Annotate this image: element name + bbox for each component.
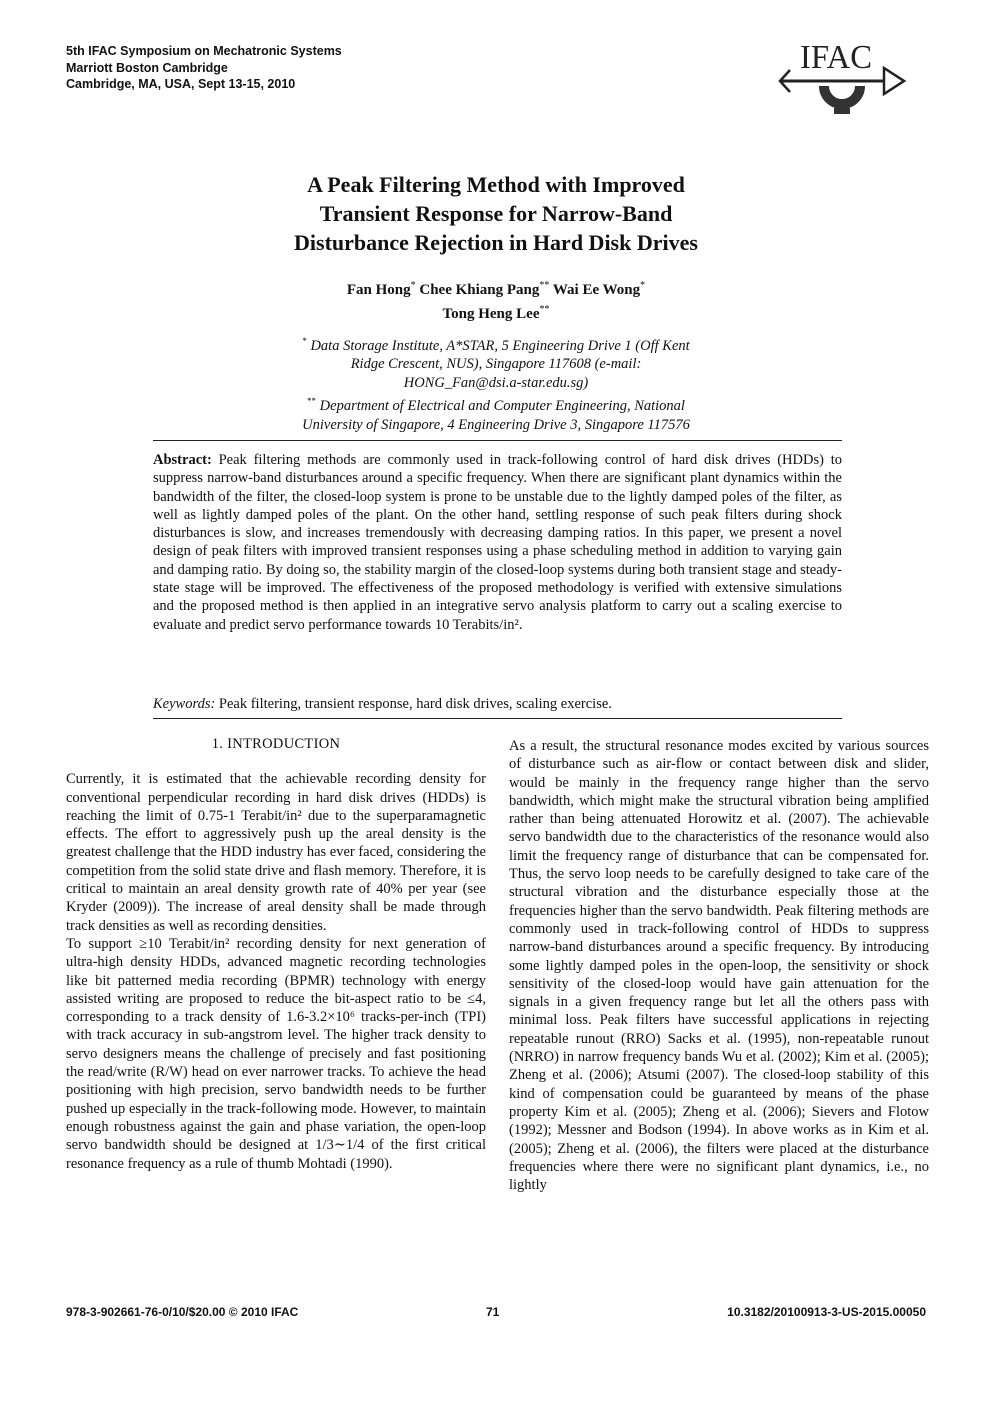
body-paragraph: Currently, it is estimated that the achievable recording density for conventional perpendicular recording in hard disk drives (HDDs) is reaching the limit of 0.75-1 Terabit/in² due to the superparamagnetic effects. The effort to aggressively push up the areal density is the greatest challenge that the HDD industry has ever faced, considering the competition from the solid state drive and flash memory. Therefore, it is critical to maintain an areal density growth rate of 40% per year (see Kryder (2009)). The increase of areal density shall be made through track densities as well as recording densities. (66, 771, 486, 934)
affil-mark: * (302, 336, 307, 346)
title-line-2: Transient Response for Narrow-Band (319, 201, 673, 226)
abstract-bottom-rule (153, 718, 842, 719)
header-line-3: Cambridge, MA, USA, Sept 13-15, 2010 (66, 77, 296, 91)
author-name: Wai Ee Wong (552, 282, 641, 298)
affil-line: Department of Electrical and Computer Engineering, National (319, 398, 685, 415)
author-name: Fan Hong (346, 282, 411, 298)
left-column (66, 735, 486, 1173)
abstract (153, 451, 842, 634)
affil-line: Ridge Crescent, NUS), Singapore 117608 (e-mail: (350, 356, 642, 373)
author-affil-mark: ** (539, 304, 550, 315)
ifac-logo (776, 38, 906, 128)
abstract-text: Peak filtering methods are commonly used in track-following control of hard disk drives (HDDs) to suppress narrow-band disturbances around a specific frequency. When there are significant plant dynamics within the bandwidth of the filter, the closed-loop system is prone to be unstable due to the lightly damped poles of the filter, as well as lightly damped poles of the plant. On the other hand, settling response of such peak filters during shock disturbances is slow, and increases tremendously with decreasing damping ratios. In this paper, we present a novel design of peak filters with improved transient responses using a phase scheduling method in addition to varying gain and damping ratio. By doing so, the stability margin of the closed-loop systems during both transient stage and steady-state stage will be improved. The effectiveness of the proposed methodology is verified with extensive simulations and the proposed method is then applied in an integrative servo analysis platform to carry out a scaling exercise to evaluate and predict servo performance towards 10 Terabits/in². (153, 452, 842, 633)
body-paragraph: To support ≥10 Terabit/in² recording density for next generation of ultra-high density HDDs, advanced magnetic recording technologies like bit patterned media recording (BPMR) technology with energy assisted writing are proposed to reduce the bit-aspect ratio to be ≤4, corresponding to a track density of 1.6-3.2×10⁶ tracks-per-inch (TPI) with track accuracy in sub-angstrom level. The higher track density to servo designers means the challenge of precisely and fast positioning the read/write (R/W) head on ever narrower tracks. To achieve the head positioning with high precision, servo bandwidth needs to be further pushed up especially in the track-following mode. However, to maintain enough robustness against the gain and phase variation, the open-loop servo bandwidth should be designed at 1/3∼1/4 of the first critical resonance frequency as a rule of thumb Mohtadi (1990). (66, 935, 486, 1172)
footer-isbn: 978-3-902661-76-0/10/$20.00 © 2010 IFAC (66, 1305, 299, 1319)
logo-ring (824, 86, 860, 104)
keywords (153, 695, 842, 713)
abstract-top-rule (153, 440, 842, 441)
footer-doi[interactable]: 10.3182/20100913-3-US-2015.00050 (727, 1305, 926, 1319)
header-line-2: Marriott Boston Cambridge (66, 60, 228, 75)
right-column (509, 737, 929, 1194)
author-affil-mark: ** (539, 280, 550, 291)
logo-arrow-head (884, 68, 904, 94)
header-line-1: 5th IFAC Symposium on Mechatronic Systems (66, 44, 342, 58)
affil-mark: ** (307, 396, 317, 407)
author-name: Tong Heng Lee (442, 306, 540, 322)
affil-line: Data Storage Institute, A*STAR, 5 Engineering Drive 1 (Off Kent (310, 337, 690, 354)
abstract-label: Abstract: (153, 452, 212, 468)
author-name: Chee Khiang Pang (419, 282, 540, 298)
keywords-label: Keywords: (153, 696, 216, 712)
conference-header (66, 43, 342, 93)
keywords-text: Peak filtering, transient response, hard disk drives, scaling exercise. (218, 696, 612, 712)
title-line-1: A Peak Filtering Method with Improved (307, 172, 685, 197)
page-number: 71 (486, 1305, 500, 1319)
section-heading: 1. INTRODUCTION (211, 736, 341, 752)
author-list (150, 276, 842, 324)
paper-title (150, 170, 842, 257)
author-affil-mark: * (410, 280, 416, 291)
body-paragraph: As a result, the structural resonance modes excited by various sources of disturbance such as air-flow or contact between disk and slider, would be mainly in the frequency range higher than the servo bandwidth, which might make the structural vibration being amplified rather than being attenuated Horowitz et al. (2007). The achievable servo bandwidth due to the characteristics of the resonance would also limit the frequency range of disturbance that can be compensated for. Thus, the servo loop needs to be carefully designed to take care of the structural vibration and the disturbance especially those at the frequencies higher than the servo bandwidth. Peak filtering methods are commonly used in track-following control of HDDs to suppress narrow-band disturbances around a specific frequency. By introducing some lightly damped poles in the open-loop, the sensitivity or shock sensitivity of the closed-loop would have gain attenuation for the signals in a given frequency range but let all the others pass with minimal loss. Peak filters have successful applications in rejecting repeatable runout (RRO) Sacks et al. (1995), non-repeatable runout (NRRO) in narrow frequency bands Wu et al. (2002); Kim et al. (2005); Zheng et al. (2006); Atsumi (2007). The closed-loop stability of this kind of compensation could be guaranteed by means of the phase property Kim et al. (2005); Zheng et al. (2006); Sievers and Flotow (1992); Messner and Bodson (1994). In above works as in Kim et al. (2005); Zheng et al. (2006), the filters were placed at the disturbance frequencies where there were no significant plant dynamics, i.e., no lightly (509, 738, 929, 1194)
title-line-3: Disturbance Rejection in Hard Disk Drives (294, 230, 698, 255)
logo-text: IFAC (800, 39, 872, 76)
logo-ring-base (834, 108, 850, 114)
affil-email[interactable]: HONG_Fan@dsi.a-star.edu.sg) (403, 374, 589, 391)
affiliations (150, 332, 842, 434)
author-affil-mark: * (640, 280, 646, 291)
affil-line: University of Singapore, 4 Engineering Drive 3, Singapore 117576 (302, 416, 690, 433)
